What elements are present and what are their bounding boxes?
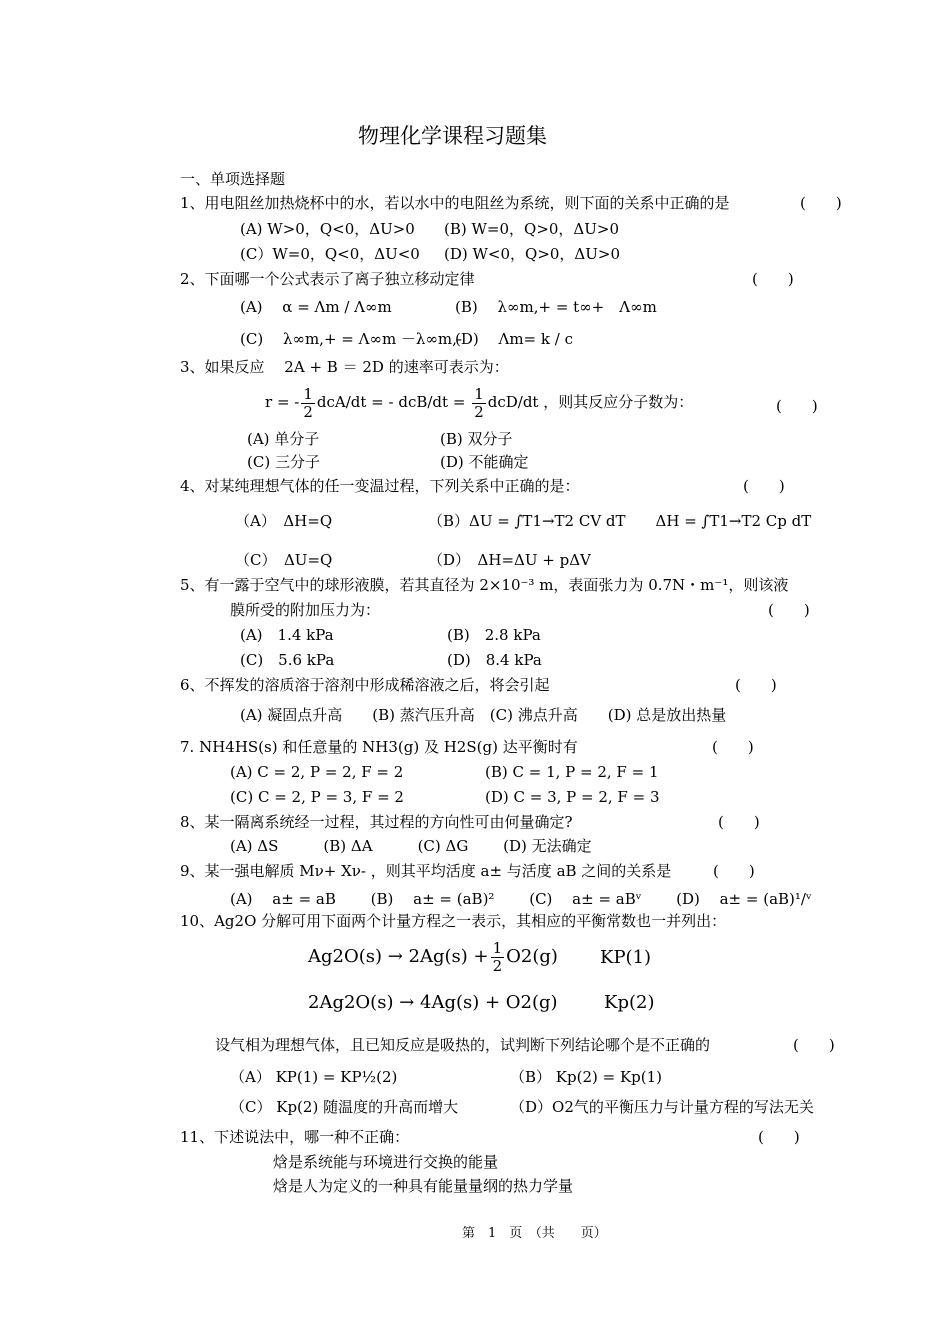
q7-option-d: (D) C = 3, P = 2, F = 3 — [485, 788, 660, 806]
q2-option-d: (D) Λm= k / c — [455, 330, 573, 348]
q3-answer-bracket: ( ) — [776, 397, 818, 415]
q10-option-c: （C） Kp(2) 随温度的升高而增大 — [230, 1098, 459, 1116]
q7-option-c: (C) C = 2, P = 3, F = 2 — [230, 788, 404, 806]
q10-option-d: （D）O2气的平衡压力与计量方程的写法无关 — [510, 1098, 814, 1116]
q3-option-d: (D) 不能确定 — [440, 453, 529, 471]
q3-rate-part1: r = - — [265, 393, 300, 411]
q3-half-fraction-2: $\frac{1}{2}$ — [474, 384, 484, 421]
q10-equation-1 — [308, 935, 558, 979]
q6-stem: 6、不挥发的溶质溶于溶剂中形成稀溶液之后，将会引起 — [180, 676, 550, 694]
q10-eq1-right: O2(g) — [506, 946, 558, 967]
q5-stem-continued: 膜所受的附加压力为： — [230, 601, 381, 619]
q3-option-c: (C) 三分子 — [247, 453, 320, 471]
q7-option-a: (A) C = 2, P = 2, F = 2 — [230, 763, 404, 781]
q1-stem: 1、用电阻丝加热烧杯中的水，若以水中的电阻丝为系统，则下面的关系中正确的是 — [180, 194, 730, 212]
q4-answer-bracket: ( ) — [743, 477, 785, 495]
q5-answer-bracket: ( ) — [768, 601, 810, 619]
q2-answer-bracket: ( ) — [752, 270, 794, 288]
q5-option-d: (D) 8.4 kPa — [447, 651, 542, 669]
q1-option-a: (A) W>0，Q<0，ΔU>0 — [240, 220, 415, 238]
q10-equation-2: 2Ag2O(s) → 4Ag(s) + O2(g) — [308, 992, 558, 1013]
q10-stem: 10、Ag2O 分解可用下面两个计量方程之一表示，其相应的平衡常数也一并列出： — [180, 912, 727, 930]
q10-k1: KP(1) — [600, 947, 652, 968]
q7-option-b: (B) C = 1, P = 2, F = 1 — [485, 763, 659, 781]
q2-stem: 2、下面哪一个公式表示了离子独立移动定律 — [180, 270, 475, 288]
q10-half-fraction: $\frac{1}{2}$ — [492, 938, 503, 975]
q10-stem-continued: 设气相为理想气体，且已知反应是吸热的，试判断下列结论哪个是不正确的 — [215, 1036, 711, 1054]
q3-rate-part2: dcA/dt = - dcB/dt = — [316, 393, 466, 411]
q4-stem: 4、对某纯理想气体的任一变温过程，下列关系中正确的是： — [180, 477, 580, 495]
q4-option-c: （C） ΔU=Q — [235, 551, 333, 569]
q3-rate-part3: dcD/dt ，则其反应分子数为： — [487, 393, 694, 411]
q11-statement-1: 焓是系统能与环境进行交换的能量 — [273, 1153, 499, 1171]
q10-answer-bracket: ( ) — [793, 1036, 835, 1054]
page-title: 物理化学课程习题集 — [358, 124, 547, 148]
q8-options: (A) ΔS (B) ΔA (C) ΔG (D) 无法确定 — [230, 837, 592, 855]
q4-option-a: （A） ΔH=Q — [235, 512, 333, 530]
q7-stem: 7. NH4HS(s) 和任意量的 NH3(g) 及 H2S(g) 达平衡时有 — [180, 738, 578, 756]
q11-statement-2: 焓是人为定义的一种具有能量量纲的热力学量 — [273, 1177, 574, 1195]
page-footer: 第 1 页 （共 页） — [462, 1226, 607, 1241]
q4-option-b: （B）ΔU = ∫T1→T2 CV dT ΔH = ∫T1→T2 Cp dT — [428, 512, 812, 530]
q5-option-a: (A) 1.4 kPa — [240, 626, 334, 644]
q9-answer-bracket: ( ) — [713, 862, 755, 880]
q6-options: (A) 凝固点升高 (B) 蒸汽压升高 (C) 沸点升高 (D) 总是放出热量 — [240, 706, 727, 724]
q5-stem: 5、有一露于空气中的球形液膜，若其直径为 2×10⁻³ m，表面张力为 0.7N・m⁻¹，则该液 — [180, 576, 789, 594]
q2-option-b: (B) λ∞m,+ = t∞+ Λ∞m — [455, 298, 657, 316]
q5-option-b: (B) 2.8 kPa — [447, 626, 541, 644]
q3-option-a: (A) 单分子 — [247, 430, 320, 448]
q1-option-b: (B) W=0，Q>0，ΔU>0 — [444, 220, 620, 238]
q2-option-c: (C) λ∞m,+ = Λ∞m －λ∞m,- — [240, 330, 462, 348]
q1-answer-bracket: ( ) — [800, 194, 842, 212]
q10-option-b: （B） Kp(2) = Kp(1) — [510, 1068, 663, 1086]
q7-answer-bracket: ( ) — [712, 738, 754, 756]
q10-option-a: （A） KP(1) = KP½(2) — [230, 1068, 398, 1086]
q9-options: (A) a± = aB (B) a± = (aB)² (C) a± = aBᵛ (D) a± = (aB)¹/ᵛ — [230, 890, 812, 908]
q1-option-d: (D) W<0，Q>0，ΔU>0 — [444, 245, 621, 263]
q9-stem: 9、某一强电解质 Mν+ Xν- ，则其平均活度 a± 与活度 aB 之间的关系是 — [180, 862, 672, 880]
q11-stem: 11、下述说法中，哪一种不正确： — [180, 1128, 410, 1146]
q3-stem: 3、如果反应 2A + B ＝ 2D 的速率可表示为： — [180, 358, 509, 376]
q11-answer-bracket: ( ) — [758, 1128, 800, 1146]
q5-option-c: (C) 5.6 kPa — [240, 651, 335, 669]
q6-answer-bracket: ( ) — [735, 676, 777, 694]
q3-option-b: (B) 双分子 — [440, 430, 513, 448]
section-heading: 一、单项选择题 — [180, 170, 286, 188]
q2-option-a: (A) α = Λm / Λ∞m — [240, 298, 392, 316]
q3-half-fraction-1: $\frac{1}{2}$ — [303, 384, 313, 421]
q8-answer-bracket: ( ) — [718, 813, 760, 831]
q8-stem: 8、某一隔离系统经一过程，其过程的方向性可由何量确定? — [180, 813, 573, 831]
q3-rate-equation — [265, 380, 693, 424]
q10-k2: Kp(2) — [604, 992, 655, 1013]
q1-option-c: (C）W=0，Q<0，ΔU<0 — [240, 245, 420, 263]
q10-eq1-left: Ag2O(s) → 2Ag(s) + — [308, 946, 489, 967]
q4-option-d: （D） ΔH=ΔU + pΔV — [428, 551, 591, 569]
